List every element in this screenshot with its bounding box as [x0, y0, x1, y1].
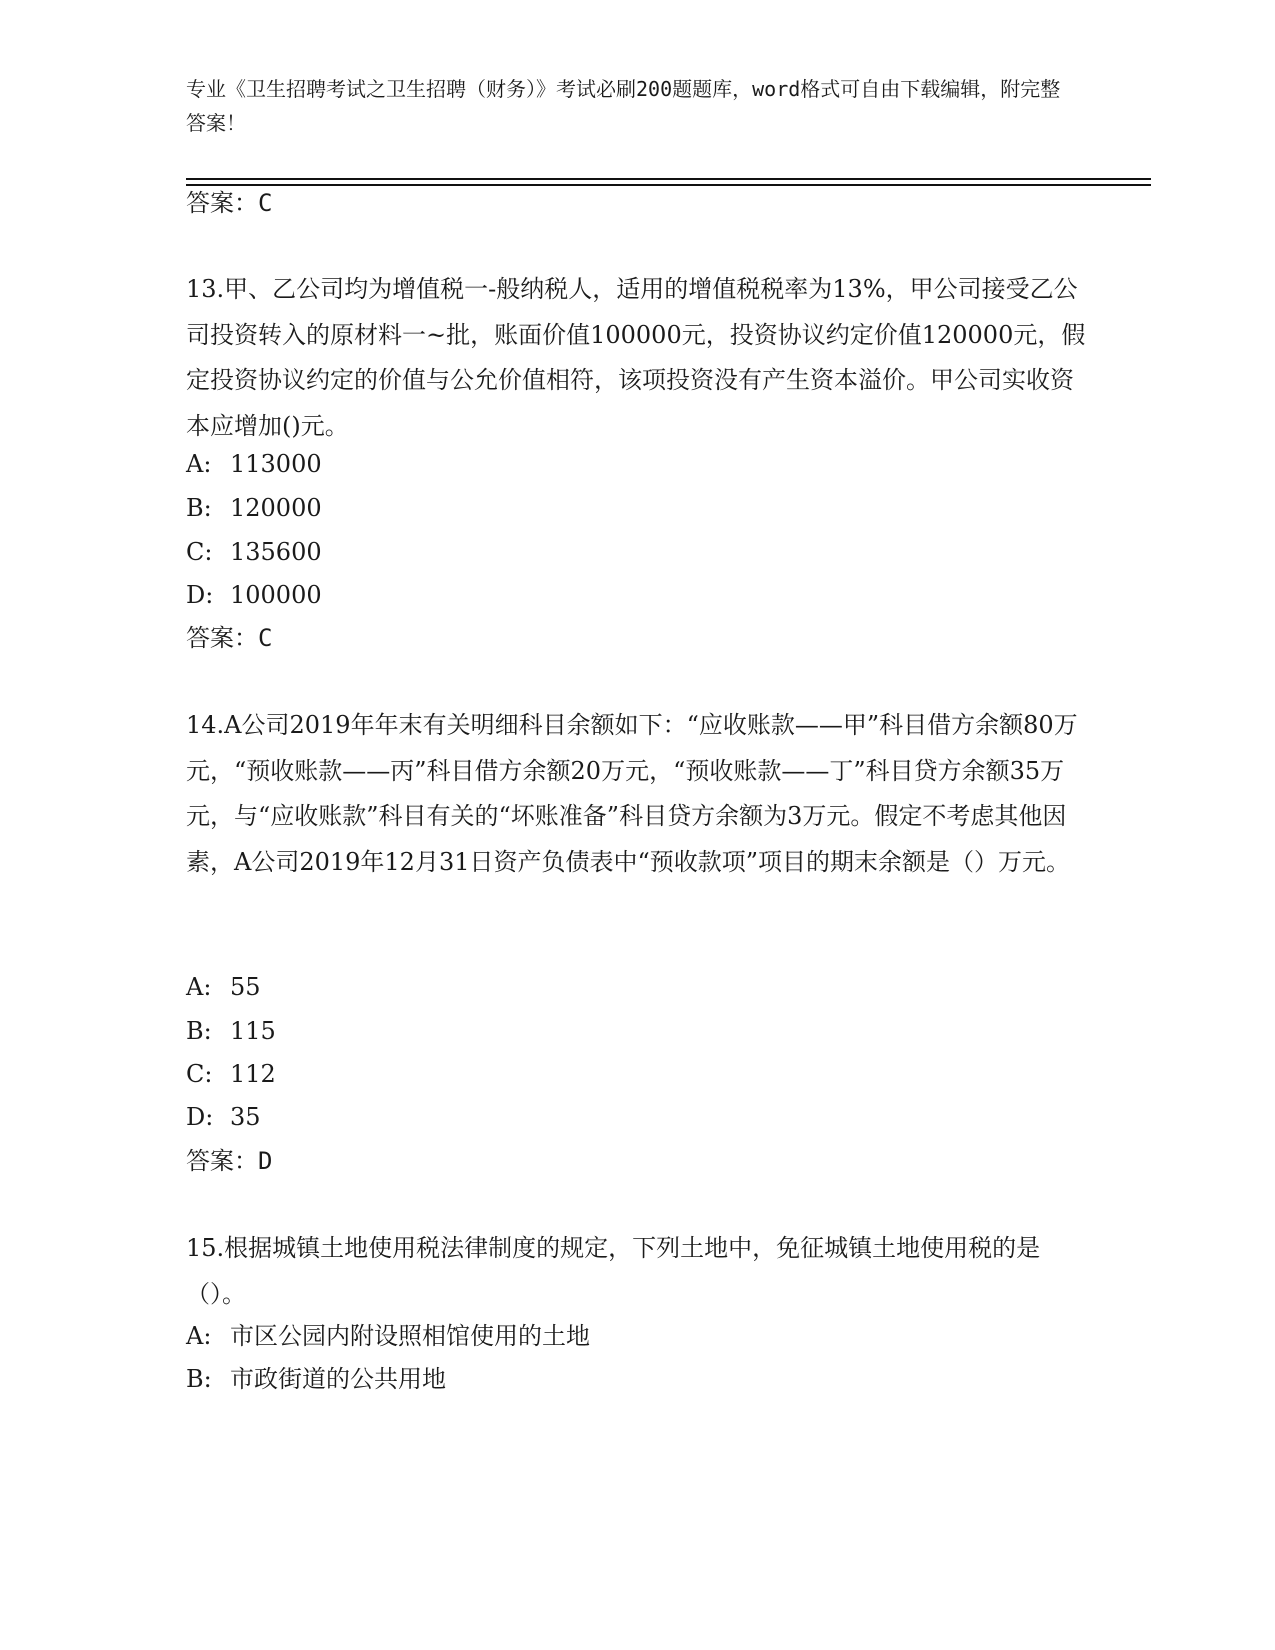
question-13-stem: 13.甲、乙公司均为增值税一-般纳税人，适用的增值税税率为13%，甲公司接受乙公司投资转入的原材料一~批，账面价值100000元，投资协议约定价值120000元，假定投资协议约定的价值与公允价值相符，该项投资没有产生资本溢价。甲公司实收资本应增加()元。: [186, 275, 1086, 440]
option-text: 55: [230, 973, 261, 1001]
question-13-option-c: [186, 534, 322, 570]
question-14-option-b: [186, 1013, 276, 1049]
question-13-option-a: [186, 446, 322, 482]
previous-answer: 答案：C: [186, 189, 273, 217]
question-15-option-b: [186, 1361, 446, 1397]
option-key: A:: [186, 973, 212, 1001]
option-text: 100000: [230, 581, 322, 609]
header-rule-top: [186, 178, 1151, 180]
option-key: B:: [186, 494, 212, 522]
header-rule-bottom: [186, 184, 1151, 186]
option-text: 市政街道的公共用地: [230, 1365, 446, 1393]
option-key: C:: [186, 1060, 213, 1088]
option-text: 112: [230, 1060, 276, 1088]
question-14-stem: 14.A公司2019年年末有关明细科目余额如下：“应收账款——甲”科目借方余额80万元，“预收账款——丙”科目借方余额20万元，“预收账款——丁”科目贷方余额35万元，与“应收账款”科目有关的“坏账准备”科目贷方余额为3万元。假定不考虑其他因素，A公司2019年12月31日资产负债表中“预收款项”项目的期末余额是（）万元。: [186, 711, 1078, 876]
question-13-option-b: [186, 490, 322, 526]
option-key: B:: [186, 1365, 212, 1393]
option-key: B:: [186, 1017, 212, 1045]
option-key: C:: [186, 538, 213, 566]
option-text: 135600: [230, 538, 322, 566]
option-text: 35: [230, 1103, 261, 1131]
question-13-option-d: [186, 577, 322, 613]
option-text: 113000: [230, 450, 322, 478]
option-text: 115: [230, 1017, 276, 1045]
question-15-stem: 15.根据城镇土地使用税法律制度的规定，下列土地中，免征城镇土地使用税的是（）。: [186, 1234, 1041, 1308]
option-key: D:: [186, 1103, 214, 1131]
option-text: 市区公园内附设照相馆使用的土地: [230, 1322, 590, 1350]
question-14-answer: 答案：D: [186, 1147, 273, 1175]
question-15-option-a: [186, 1318, 590, 1354]
option-key: D:: [186, 581, 214, 609]
question-14-option-c: [186, 1056, 276, 1092]
question-14-option-a: [186, 969, 261, 1005]
document-header: 专业《卫生招聘考试之卫生招聘（财务）》考试必刷200题题库，word格式可自由下载编辑，附完整答案！: [186, 77, 1061, 135]
option-key: A:: [186, 1322, 212, 1350]
option-key: A:: [186, 450, 212, 478]
question-14-option-d: [186, 1099, 261, 1135]
question-13-answer: 答案：C: [186, 624, 273, 652]
option-text: 120000: [230, 494, 322, 522]
